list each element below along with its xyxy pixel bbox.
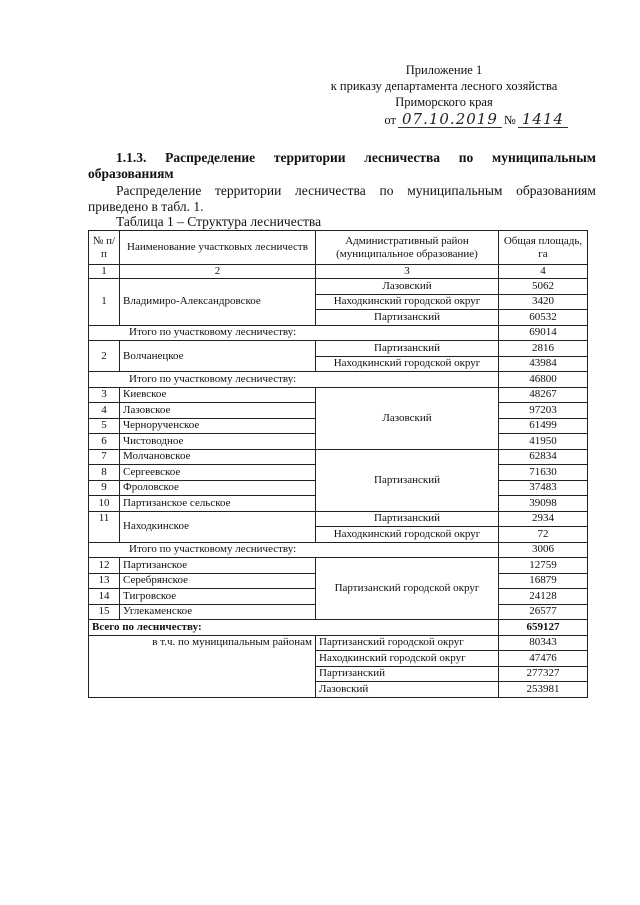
header-no: № п/п [89,231,120,265]
row-no: 1 [89,279,120,326]
row-no: 7 [89,449,120,465]
row-area: 71630 [499,465,588,481]
row-district: Партизанский городской округ [316,558,499,620]
intro-paragraph [88,183,596,215]
appendix-order-line: к приказу департамента лесного хозяйства [330,79,558,93]
row-name: Киевское [120,387,316,403]
row-name: Фроловское [120,480,316,496]
column-number-row [89,265,588,279]
row-area: 2934 [499,511,588,527]
para-line2: приведено в табл. 1. [88,199,204,214]
heading-line2: образованиям [88,166,174,181]
row-no: 14 [89,589,120,605]
heading-word: территории [273,150,346,165]
col-number: 2 [120,265,316,279]
row-area: 39098 [499,496,588,512]
row-name: Чернорученское [120,418,316,434]
row-area: 62834 [499,449,588,465]
row-name: Сергеевское [120,465,316,481]
table-row [89,511,588,527]
district-area: 253981 [499,682,588,698]
row-district: Находкинский городской округ [316,356,499,372]
header-district: Административный район (муниципальное образование) [316,231,499,265]
row-area: 12759 [499,558,588,574]
row-district: Партизанский [316,449,499,511]
row-no: 8 [89,465,120,481]
row-no: 10 [89,496,120,512]
row-area: 60532 [499,310,588,326]
row-name: Партизанское сельское [120,496,316,512]
district-name: Находкинский городской округ [316,651,499,667]
row-area: 97203 [499,403,588,419]
section-heading [88,150,596,182]
row-no: 9 [89,480,120,496]
district-area: 47476 [499,651,588,667]
from-prefix: от [384,113,396,127]
row-area: 43984 [499,356,588,372]
row-area: 48267 [499,387,588,403]
row-area: 16879 [499,573,588,589]
subtotal-label: Итого по участковому лесничеству: [89,325,499,341]
row-no: 2 [89,341,120,372]
row-area: 26577 [499,604,588,620]
col-number: 3 [316,265,499,279]
appendix-region-line: Приморского края [395,95,493,109]
district-area: 80343 [499,635,588,651]
row-area: 72 [499,527,588,543]
row-area: 24128 [499,589,588,605]
total-row [89,620,588,636]
row-district: Лазовский [316,279,499,295]
subtotal-value: 3006 [499,542,588,558]
para-word: лесничества [295,183,366,198]
heading-word: Распределение [165,150,256,165]
table-row [89,387,588,403]
row-name: Волчанецкое [120,341,316,372]
subtotal-row [89,372,588,388]
row-area: 2816 [499,341,588,357]
heading-word: по [458,150,474,165]
row-area: 37483 [499,480,588,496]
para-word: по [379,183,394,198]
table-header-row [89,231,588,265]
heading-word: муниципальным [492,150,596,165]
row-name: Серебрянское [120,573,316,589]
row-no: 6 [89,434,120,450]
appendix-title: Приложение 1 [405,63,483,77]
row-name: Владимиро-Александровское [120,279,316,326]
row-name: Углекаменское [120,604,316,620]
row-district: Лазовский [316,387,499,449]
row-name: Молчановское [120,449,316,465]
district-area: 277327 [499,666,588,682]
handwritten-number: 1414 [518,112,568,128]
table-row [89,558,588,574]
appendix-header [320,62,568,128]
row-name: Тигровское [120,589,316,605]
header-name: Наименование участковых лесничеств [120,231,316,265]
row-area: 3420 [499,294,588,310]
heading-word: лесничества [364,150,441,165]
row-district: Находкинский городской округ [316,294,499,310]
para-word: муниципальным [407,183,503,198]
col-number: 4 [499,265,588,279]
district-name: Партизанский [316,666,499,682]
para-word: Распределение [116,183,202,198]
row-no: 3 [89,387,120,403]
total-label: Всего по лесничеству: [89,620,499,636]
number-prefix: № [503,113,516,127]
appendix-date-line [320,112,568,128]
district-total-row [89,635,588,651]
row-no: 5 [89,418,120,434]
subtotal-label: Итого по участковому лесничеству: [89,542,499,558]
para-word: образованиям [516,183,596,198]
district-name: Лазовский [316,682,499,698]
row-no: 15 [89,604,120,620]
table-row [89,279,588,295]
row-no: 12 [89,558,120,574]
row-district: Партизанский [316,511,499,527]
row-district: Находкинский городской округ [316,527,499,543]
row-no: 4 [89,403,120,419]
table-row [89,449,588,465]
para-word: территории [215,183,282,198]
row-no: 13 [89,573,120,589]
row-area: 41950 [499,434,588,450]
handwritten-date: 07.10.2019 [398,112,502,128]
row-no: 11 [89,511,120,542]
subtotal-value: 46800 [499,372,588,388]
row-area: 61499 [499,418,588,434]
forestry-structure-table [88,230,588,698]
by-district-label: в т.ч. по муниципальным районам [89,635,316,697]
row-district: Партизанский [316,310,499,326]
row-name: Партизанское [120,558,316,574]
subtotal-value: 69014 [499,325,588,341]
section-number: 1.1.3. [116,150,147,165]
row-name: Чистоводное [120,434,316,450]
total-value: 659127 [499,620,588,636]
table-row [89,341,588,357]
row-name: Находкинское [120,511,316,542]
row-name: Лазовское [120,403,316,419]
row-district: Партизанский [316,341,499,357]
subtotal-row [89,325,588,341]
row-area: 5062 [499,279,588,295]
subtotal-label: Итого по участковому лесничеству: [89,372,499,388]
subtotal-row [89,542,588,558]
district-name: Партизанский городской округ [316,635,499,651]
col-number: 1 [89,265,120,279]
header-area: Общая площадь, га [499,231,588,265]
table-caption: Таблица 1 – Структура лесничества [116,214,322,229]
